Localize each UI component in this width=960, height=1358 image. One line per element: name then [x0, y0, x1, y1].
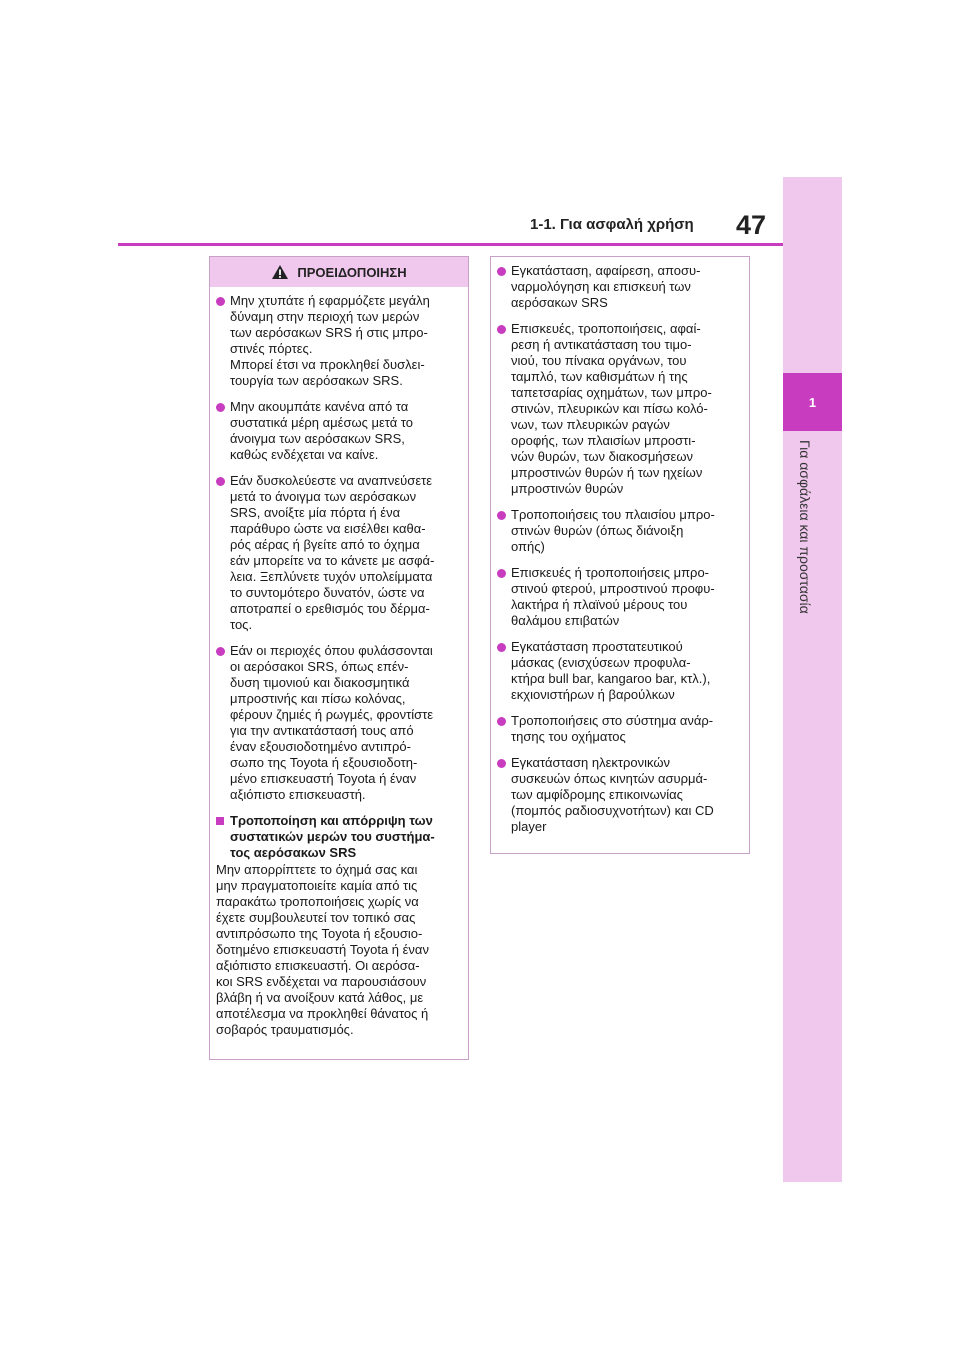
warning-box-left	[209, 256, 469, 1060]
bullet-icon	[497, 325, 506, 334]
list-item	[497, 639, 743, 703]
subsection-heading-row	[216, 813, 462, 861]
warning-content-right	[491, 257, 749, 835]
list-item	[216, 643, 462, 803]
list-item	[497, 713, 743, 745]
chapter-side-strip	[783, 177, 842, 1182]
list-item-text: Εγκατάσταση, αφαίρεση, αποσυ- ναρμολόγηση και επισκευή των αερόσακων SRS	[511, 263, 701, 310]
bullet-icon	[216, 477, 225, 486]
bullet-icon	[216, 403, 225, 412]
list-item	[497, 507, 743, 555]
list-item	[216, 473, 462, 633]
list-item	[497, 755, 743, 835]
square-bullet-icon	[216, 817, 224, 825]
list-item-text: Εγκατάσταση προστατευτικού μάσκας (ενισχύσεων προφυλα- κτήρα bull bar, kangaroo bar, κτλ.), εκχιονιστήρων ή βαρούλκων	[511, 639, 711, 702]
list-item-text: Επισκευές ή τροποποιήσεις μπρο- στινού φτερού, μπροστινού προφυ- λακτήρα ή πλαϊνού μέρους του θαλάμου επιβατών	[511, 565, 715, 628]
chapter-number-tab: 1	[783, 373, 842, 431]
bullet-icon	[216, 647, 225, 656]
subsection-heading: Τροποποίηση και απόρριψη των συστατικών μερών του συστήμα- τος αερόσακων SRS	[230, 813, 435, 860]
list-item-text: Εάν οι περιοχές όπου φυλάσσονται οι αερόσακοι SRS, όπως επέν- δυση τιμονιού και διακοσμητικά μπροστινής και πίσω κολόνας, φέρουν ζημιές ή ρωγμές, φροντίστε για την αντικατάστασή τους από έναν εξουσιοδοτημένο αντιπρό- σωπο της Toyota ή εξουσιοδοτη- μένο επισκευαστή Toyota ή έναν αξιόπιστο επισκευαστή.	[230, 643, 434, 802]
bullet-icon	[497, 759, 506, 768]
list-item-text: Εάν δυσκολεύεστε να αναπνεύσετε μετά το άνοιγμα των αερόσακων SRS, ανοίξτε μία πόρτα ή ένα παράθυρο ώστε να εισέλθει καθα- ρός αέρας ή βγείτε από το όχημα εάν μπορείτε να το κάνετε με ασφά- λεια. Ξεπλύνετε τυχόν υπολείμματα το συντομότερο δυνατόν, ώστε να αποτραπεί ο ερεθισμός του δέρμα- τος.	[230, 473, 435, 632]
list-item-text: Τροποποιήσεις του πλαισίου μπρο- στινών θυρών (όπως διάνοιξη οπής)	[511, 507, 715, 554]
list-item	[216, 293, 462, 389]
chapter-title: Για ασφάλεια και προστασία	[797, 440, 813, 614]
list-item	[216, 399, 462, 463]
warning-header	[210, 257, 468, 287]
bullet-icon	[497, 643, 506, 652]
section-title: 1-1. Για ασφαλή χρήση	[530, 216, 694, 233]
list-item-text: Επισκευές, τροποποιήσεις, αφαί- ρεση ή αντικατάσταση του τιμο- νιού, του πίνακα οργάνων, του ταμπλό, των καθισμάτων ή της ταπετσαρίας οχημάτων, των μπρο- στινών, πλευρικών και πίσω κολό- νων, των πλευρικών ραγών οροφής, των πλαισίων μπροστι- νών θυρών, των διακοσμήσεων μπροστινών θυρών ή των ηχείων μπροστινών θυρών	[511, 321, 712, 496]
bullet-icon	[497, 267, 506, 276]
bullet-icon	[497, 717, 506, 726]
page-number: 47	[736, 210, 767, 240]
list-item	[497, 321, 743, 497]
bullet-icon	[497, 569, 506, 578]
bullet-icon	[497, 511, 506, 520]
header-rule	[118, 243, 783, 246]
list-item-text: Μην ακουμπάτε κανένα από τα συστατικά μέρη αμέσως μετά το άνοιγμα των αερόσακων SRS, καθώς ενδέχεται να καίνε.	[230, 399, 414, 462]
list-item	[497, 263, 743, 311]
list-item	[497, 565, 743, 629]
list-item-text: Εγκατάσταση ηλεκτρονικών συσκευών όπως κινητών ασυρμά- των αμφίδρομης επικοινωνίας (πομπός ραδιοσυχνοτήτων) και CD player	[511, 755, 714, 834]
warning-content-left	[210, 287, 468, 1038]
list-item-text: Τροποποιήσεις στο σύστημα ανάρ- τησης του οχήματος	[511, 713, 714, 744]
list-item-text: Μην χτυπάτε ή εφαρμόζετε μεγάλη δύναμη στην περιοχή των μερών των αερόσακων SRS ή στις μπρο- στινές πόρτες. Μπορεί έτσι να προκληθεί δυσλει- τουργία των αερόσακων SRS.	[230, 293, 430, 388]
bullet-icon	[216, 297, 225, 306]
warning-title: ΠΡΟΕΙΔΟΠΟΙΗΣΗ	[297, 264, 407, 280]
subsection-body: Μην απορρίπτετε το όχημά σας και μην πραγματοποιείτε καμία από τις παρακάτω τροποποιήσεις χωρίς να έχετε συμβουλευτεί τον τοπικό σας αντιπρόσωπο της Toyota ή εξουσιο- δοτημένο επισκευαστή Toyota ή έναν αξιόπιστο επισκευαστή. Οι αερόσα- κοι SRS ενδέχεται να παρουσιάσουν βλάβη ή να ανοίξουν κατά λάθος, με αποτέλεσμα να προκληθεί θάνατος ή σοβαρός τραυματισμός.	[216, 862, 429, 1037]
warning-triangle-icon	[271, 264, 289, 280]
warning-box-right	[490, 256, 750, 854]
